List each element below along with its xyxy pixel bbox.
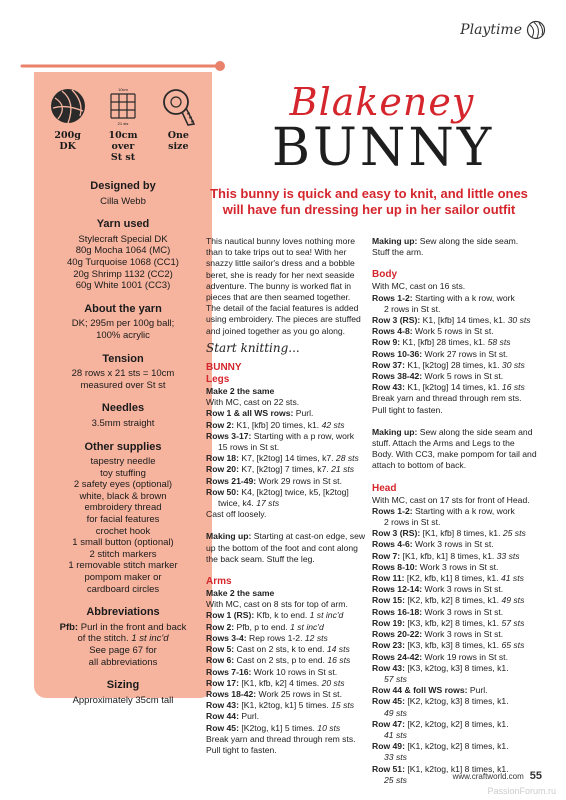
watermark: PassionForum.ru — [487, 786, 556, 796]
legs-heading: Legs — [206, 374, 230, 386]
instruction-row-continued: 41 sts — [384, 729, 407, 740]
head-instructions — [372, 495, 538, 786]
instruction-row-continued: 2 rows in St st. — [384, 517, 441, 528]
tension-info: 10cm 21 sts 10cm over St st — [97, 86, 149, 163]
head-heading: Head — [372, 482, 397, 494]
instruction-row: Row 50: K4, [k2tog] twice, k5, [k2tog] — [206, 486, 349, 497]
instruction-row: Row 18: K7, [k2tog] 14 times, k7. 28 sts — [206, 453, 359, 464]
about-yarn-heading: About the yarn — [84, 302, 162, 315]
body-making-up: Making up: Sew along the side seam and stuff. Attach the Arms and Legs to the Body. With CC3, make pompom for tail and attach to bottom of back. — [372, 426, 537, 471]
yarn-used-list: Stylecraft Special DK 80g Mocha 1064 (MC) 40g Turquoise 1068 (CC1) 20g Shrimp 1132 (CC2) 60g White 1001 (CC3) — [67, 233, 179, 292]
yarn-ball-icon — [48, 86, 88, 126]
designed-by-heading: Designed by — [90, 180, 156, 192]
instruction-row: Break yarn and thread through rem sts. Pull tight to fasten. — [206, 733, 356, 755]
arms-instructions — [206, 599, 366, 756]
instruction-row: Row 20: K7, [k2tog] 7 times, k7. 21 sts — [206, 464, 355, 475]
legs-make-note: Make 2 the same — [206, 386, 275, 397]
tape-measure-icon — [158, 86, 198, 126]
needles-text: 3.5mm straight — [91, 417, 155, 429]
designer-name: Cilla Webb — [100, 195, 146, 207]
instruction-row: Row 44 & foll WS rows: Purl. — [372, 685, 488, 696]
intro-text: This nautical bunny loves nothing more than to take trips out to sea! With her snazzy little sailor's dress and a bobble beret, she is ready for her next seaside adventure. The bunny is worked flat in pieces that are then seamed together. The detail of the facial features is added using embroidery. The pieces are stuffed and joined together as you go along. — [206, 236, 361, 336]
instruction-row: Row 37: K1, [k2tog] 28 times, k1. 30 sts — [372, 359, 525, 370]
instruction-row-continued: 25 sts — [384, 774, 407, 785]
pattern-column-2 — [372, 236, 538, 786]
title-script: Blakeney — [289, 80, 475, 124]
instruction-row: With MC, cast on 17 sts for front of Head. — [372, 494, 530, 505]
svg-text:21 sts: 21 sts — [117, 121, 129, 126]
instruction-row: Rows 38-42: Work 5 rows in St st. — [372, 371, 504, 382]
abbreviations-text: Pfb: Purl in the front and back of the stitch. 1 st inc'd See page 67 for all abbreviations — [59, 621, 187, 668]
body-heading: Body — [372, 269, 397, 281]
instruction-row: Rows 1-2: Starting with a k row, work — [372, 505, 515, 516]
yarn-weight-info: 200g DK — [42, 86, 94, 163]
instruction-row: With MC, cast on 16 sts. — [372, 281, 466, 292]
instruction-row: Rows 3-4: Rep rows 1-2. 12 sts — [206, 632, 328, 643]
instruction-row: Row 11: [K2, kfb, k1] 8 times, k1. 41 sts — [372, 573, 524, 584]
instruction-row: Rows 7-16: Work 10 rows in St st. — [206, 666, 338, 677]
instruction-row: Row 9: K1, [kfb] 28 times, k1. 58 sts — [372, 337, 511, 348]
svg-text:10cm: 10cm — [118, 87, 128, 92]
sizing-text: Approximately 35cm tall — [72, 694, 174, 706]
instruction-row: Row 43: [K1, k2tog, k1] 5 times. 15 sts — [206, 700, 355, 711]
yarn-ball-icon — [526, 20, 546, 40]
instruction-row: Rows 18-42: Work 25 rows in St st. — [206, 688, 342, 699]
instruction-row: Rows 12-14: Work 3 rows in St st. — [372, 584, 504, 595]
instruction-row: With MC, cast on 8 sts for top of arm. — [206, 599, 348, 610]
tension-heading: Tension — [102, 352, 144, 365]
instruction-row: With MC, cast on 22 sts. — [206, 397, 300, 408]
instruction-row: Row 15: [K2, kfb, k2] 8 times, k1. 49 sts — [372, 595, 525, 606]
instruction-row: Row 1 & all WS rows: Purl. — [206, 408, 314, 419]
arms-make-note: Make 2 the same — [206, 588, 275, 599]
pattern-column-1 — [206, 236, 366, 756]
legs-instructions — [206, 397, 366, 520]
instruction-row: Row 2: K1, [kfb] 20 times, k1. 42 sts — [206, 419, 345, 430]
instruction-row-continued: 15 rows in St st. — [218, 442, 280, 453]
page-footer — [453, 770, 542, 782]
instruction-row: Row 2: Pfb, p to end. 1 st inc'd — [206, 621, 324, 632]
knitting-needle-graphic — [20, 59, 228, 73]
size-info: One size — [152, 86, 204, 163]
instruction-row: Row 17: [K1, kfb, k2] 4 times. 20 sts — [206, 677, 345, 688]
page-title: BUNNY — [271, 118, 495, 178]
instruction-row: Row 51: [K1, k2tog, k1] 8 times, k1. — [372, 763, 509, 774]
instruction-row-continued: twice, k4. 17 sts — [218, 498, 280, 509]
instruction-row: Cast off loosely. — [206, 509, 267, 520]
instruction-row: Row 19: [K3, kfb, k2] 8 times, k1. 57 sts — [372, 617, 525, 628]
about-yarn-text: DK; 295m per 100g ball; 100% acrylic — [71, 318, 175, 341]
instruction-row: Row 44: Purl. — [206, 711, 260, 722]
page-number: 55 — [529, 770, 542, 782]
instruction-row: Rows 16-18: Work 3 rows in St st. — [372, 606, 504, 617]
section-label: Playtime — [460, 20, 546, 40]
footer-url: www.craftworld.com — [452, 772, 524, 781]
instruction-row: Row 6: Cast on 2 sts, p to end. 16 sts — [206, 655, 351, 666]
arms-heading: Arms — [206, 576, 232, 588]
legs-making-up: Making up: Starting at cast-on edge, sew up the bottom of the foot and cont along the back seam. Stuff the leg. — [206, 531, 366, 564]
instruction-row: Row 7: [K1, kfb, k1] 8 times, k1. 33 sts — [372, 550, 520, 561]
arms-making-up: Making up: Sew along the side seam. Stuff the arm. — [372, 236, 519, 258]
other-supplies-list: tapestry needle toy stuffing 2 safety eyes (optional) white, black & brown embroidery thread for facial features crochet hook 1 small button (optional) 2 stitch markers 1 removable stitch marker pompom maker or cardboard circles — [68, 456, 178, 595]
sizing-heading: Sizing — [106, 679, 140, 692]
instruction-row-continued: 57 sts — [384, 673, 407, 684]
tension-text: 28 rows x 21 sts = 10cm measured over St st — [71, 368, 175, 391]
instruction-row: Row 3 (RS): K1, [kfb] 14 times, k1. 30 sts — [372, 315, 531, 326]
pattern-info-sidebar — [34, 72, 212, 706]
instruction-row-continued: 33 sts — [384, 752, 407, 763]
instruction-row: Row 45: [K2tog, k1] 5 times. 10 sts — [206, 722, 341, 733]
instruction-row: Rows 20-22: Work 3 rows in St st. — [372, 629, 504, 640]
instruction-row: Rows 21-49: Work 29 rows in St st. — [206, 475, 342, 486]
instruction-row: Row 43: K1, [k2tog] 14 times, k1. 16 sts — [372, 382, 525, 393]
instruction-row-continued: 2 rows in St st. — [384, 303, 441, 314]
instruction-row: Row 3 (RS): [K1, kfb] 8 times, k1. 25 sts — [372, 528, 526, 539]
instruction-row: Rows 24-42: Work 19 rows in St st. — [372, 651, 508, 662]
instruction-row: Row 23: [K3, kfb, k3] 8 times, k1. 65 sts — [372, 640, 525, 651]
instruction-row: Row 47: [K2, k2tog, k2] 8 times, k1. — [372, 718, 509, 729]
instruction-row: Row 49: [K1, k2tog, k2] 8 times, k1. — [372, 741, 509, 752]
instruction-row: Rows 10-36: Work 27 rows in St st. — [372, 348, 508, 359]
standfirst: This bunny is quick and easy to knit, and little ones will have fun dressing her up in her sailor outfit — [210, 186, 528, 217]
body-instructions — [372, 281, 538, 415]
tension-grid-icon — [103, 86, 143, 126]
yarn-used-heading: Yarn used — [96, 218, 150, 231]
instruction-row: Rows 1-2: Starting with a k row, work — [372, 292, 515, 303]
instruction-row-continued: 49 sts — [384, 707, 407, 718]
instruction-row: Row 5: Cast on 2 sts, k to end. 14 sts — [206, 644, 350, 655]
other-supplies-heading: Other supplies — [84, 440, 162, 453]
instruction-row: Rows 3-17: Starting with a p row, work — [206, 430, 355, 441]
pattern-icons-row — [34, 72, 212, 163]
needles-heading: Needles — [101, 402, 145, 415]
instruction-row: Rows 8-10: Work 3 rows in St st. — [372, 561, 499, 572]
instruction-row: Row 45: [K2, k2tog, k3] 8 times, k1. — [372, 696, 509, 707]
instruction-row: Rows 4-6: Work 3 rows in St st. — [372, 539, 494, 550]
instruction-row: Row 1 (RS): Kfb, k to end. 1 st inc'd — [206, 610, 344, 621]
instruction-row: Row 43: [K3, k2tog, k3] 8 times, k1. — [372, 662, 509, 673]
abbreviations-heading: Abbreviations — [86, 606, 160, 619]
instruction-row: Rows 4-8: Work 5 rows in St st. — [372, 326, 494, 337]
bunny-heading: BUNNY — [206, 362, 242, 374]
start-knitting-heading: Start knitting... — [206, 340, 300, 355]
instruction-row: Break yarn and thread through rem sts. Pull tight to fasten. — [372, 393, 522, 415]
